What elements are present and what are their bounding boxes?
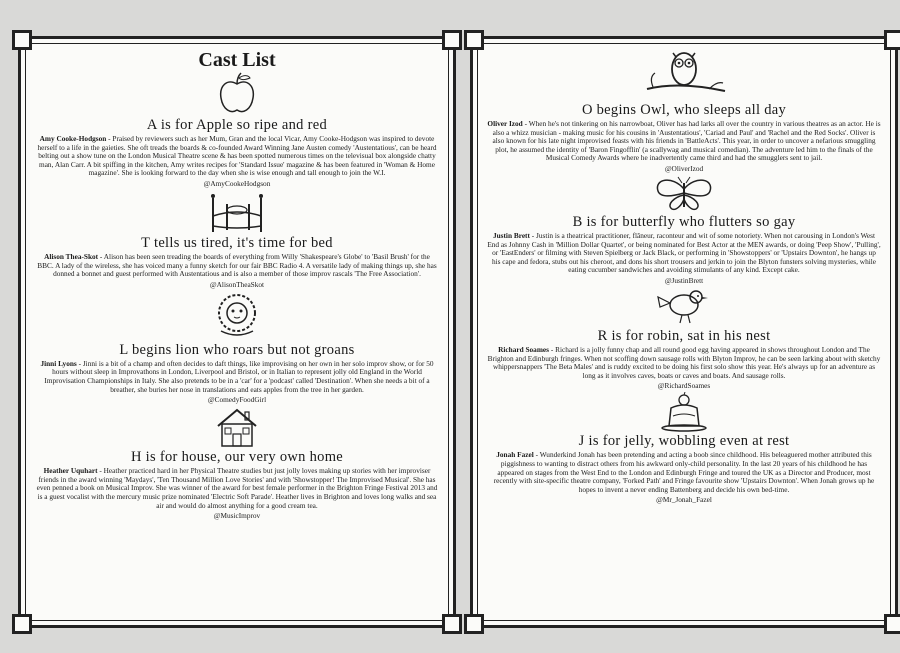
page-title: Cast List [198,49,276,71]
bio-text: Heather Uquhart - Heather practiced hard in her Physical Theatre studies but just jolly loves making up stories with her improviser friends in the award winning 'Maydays', 'Ten Thousand Million Love Stories' and with 'Showstopper! The Improvised Musical'. She has even penned a book on Musical Improv. She was winner of the award for best female performer in the Brighton Fringe Festival 2013 and is a guest vocalist with the mercury music prize nominated 'Electric Soft Parade'. Heather lives in Brighton and loves long walks and sea air and would do almost anything for a good cream tea. [36,466,438,510]
apple-icon [217,72,257,116]
left-page [18,36,456,628]
corner-ornament [12,30,32,50]
section-heading: T tells us tired, it's time for bed [141,234,333,251]
cast-name: Amy Cooke-Hodgson [39,134,107,143]
corner-ornament [884,614,900,634]
cast-name: Jinni Lyons [40,358,77,368]
cast-entry [35,190,439,289]
bio-text: Alison Thea-Skot - Alison has been seen treading the boards of everything from Willy 'Shakespeare's Globe' to 'Basil Brush' for the BBC. A lady of the wireless, she has voiced many a funny sketch for our fair BBC Radio 4. A versatile lady of making things up, she has donned a bonnet and guest performed with Austentatious and is also a member of those improv rascals 'The Free Association'. [37,251,437,279]
house-icon [212,406,262,448]
section-heading: B is for butterfly who flutters so gay [572,213,796,230]
cast-name: Oliver Izod [487,119,523,128]
twitter-handle[interactable]: @AmyCookeHodgson [203,178,271,188]
butterfly-icon [652,175,716,213]
lion-icon [211,291,263,341]
cast-entry [35,72,439,188]
robin-icon [654,287,714,327]
bio-text: Amy Cooke-Hodgson - Praised by reviewers such as her Mum, Gran and the local Vicar, Amy Cooke-Hodgson was inspired to devote herself to a life in the gaieties. She oft treads the boards & co-founded Award Winning Jane Austen comedy 'Austentatious', can be heard belting out a show tune on the London Musical Theatre scene & has been spotted numerous times on the televisual box alongside chatty man, Alan Carr. A bit spiffing in the kitchen, Amy writes recipes for 'Standard Issue' magazine & has been featured in 'Woman & Home magazine'. She is looking forward to the day when she is wise enough and tall enough to join the W.I. [37,134,437,178]
cast-entry [35,291,439,404]
twitter-handle[interactable]: @RichardSoames [657,381,711,391]
corner-ornament [464,30,484,50]
twitter-handle[interactable]: @Mr_Jonah_Fazel [656,495,712,505]
twitter-handle[interactable]: @JustinBrett [664,275,704,285]
section-heading: J is for jelly, wobbling even at rest [578,433,790,450]
bed-icon [205,190,269,234]
section-heading: H is for house, our very own home [130,449,344,466]
cast-entry [487,47,881,173]
cast-entry [487,287,881,390]
cast-entry [487,175,881,285]
twitter-handle[interactable]: @AlisonTheaSkot [209,279,265,289]
cast-name: Alison Thea-Skot [44,251,99,261]
cast-entry [35,406,439,520]
cast-name: Justin Brett [492,230,530,240]
bio-text: Jinni Lyons - Jinni is a bit of a champ and often decides to daft things, like improvising on her own in her solo improv show, or for 50 hours without sleep in Improvathons in London, Liverpool and Bristol, or in Italian to represent jolly old England in the World Improvisation Championships in Italy. She also pretends to be in a 'car' for a 'podcast' called 'Destination'. When she needs a bit of a breather, she buries her nose in translations and eats apples from the tree in her garden. [40,358,434,394]
bio-text: Justin Brett - Justin is a theatrical practitioner, flâneur, raconteur and wit of some notoriety. When not carousing in London's West End as Johnny Cash in 'Million Dollar Quartet', or being nominated for Best Actor at the MEN awards, or doing 'Peep Show', 'Pulling', or 'EastEnders' or filming with Steven Spielberg or Jack Black, or performing in 'Showstoppers' or 'Upstairs Downton', he hangs up his cape and fedora, stubs out his cheroot, and dons his short trousers and jerkin to join the Blyton funsters solving mysteries, while eating cucumber sandwiches and avoiding stimulants of any kind. Except cake. [487,230,881,275]
section-heading: O begins Owl, who sleeps all day [581,102,787,118]
owl-icon [639,47,729,101]
corner-ornament [442,30,462,50]
bio-text: Oliver Izod - When he's not tinkering on his narrowboat, Oliver has had larks all over the country in various theatres as an actor. He is also a whizz musician - making music for his cousins in 'Austentatious', 'Cariad and Paul' and 'Rachel and the Red Socks'. Oliver is also known for his late night improvised feasts with his friends in 'BattleActs'. This year, in order to uncover a nefarious smuggling plot, he assumed the identity of 'Baron Fingofflin' (a scallywag and musical comedian). The adventure led him to the finals of the Musical Comedy Awards where he inadvertently came third and had the smugglers sent to jail. [487,119,881,163]
twitter-handle[interactable]: @MusicImprov [213,511,261,521]
bio-text: Richard Soames - Richard is a jolly funny chap and all round good egg having appeared in shows throughout London and The Brighton and Edinburgh fringes. When not scoffing down sausage rolls with Blyton Improv, he can be seen larking about with sketchy whippersnappers 'The Beta Males' and is ruddy excited to be doing his first solo show this year. He's always up for an adventure as long as it involves caves, boats or caves and boats. And sausage rolls. [487,344,881,380]
section-heading: R is for robin, sat in his nest [597,327,771,344]
corner-ornament [12,614,32,634]
cast-name: Richard Soames [498,344,549,354]
cast-name: Heather Uquhart [43,466,98,476]
right-page [470,36,898,628]
section-heading: L begins lion who roars but not groans [119,341,355,358]
section-heading: A is for Apple so ripe and red [146,117,328,133]
corner-ornament [464,614,484,634]
corner-ornament [884,30,900,50]
twitter-handle[interactable]: @ComedyFoodGirl [207,395,267,405]
bio-text: Jonah Fazel - Wunderkind Jonah has been pretending and acting a boob since childhood. His beleaguered mother attributed this piggishness to wanting to distract others from his awkward only-child personality. In the last 20 years of his childhood he has appeared on stages from the West End to the London and Edinburgh Fringe and toured the UK as a Director and Producer, most recently with site-specific theatre company, 'Forked Path' and Fringe favourite show 'Upstairs Downton'. When Jonah grows up he hopes to invent a never ending Battenberg and decide his own bed-time. [493,450,875,494]
cast-entry [487,392,881,504]
jelly-icon [659,392,709,432]
cast-name: Jonah Fazel [496,450,534,460]
twitter-handle[interactable]: @OliverIzod [664,163,704,173]
corner-ornament [442,614,462,634]
